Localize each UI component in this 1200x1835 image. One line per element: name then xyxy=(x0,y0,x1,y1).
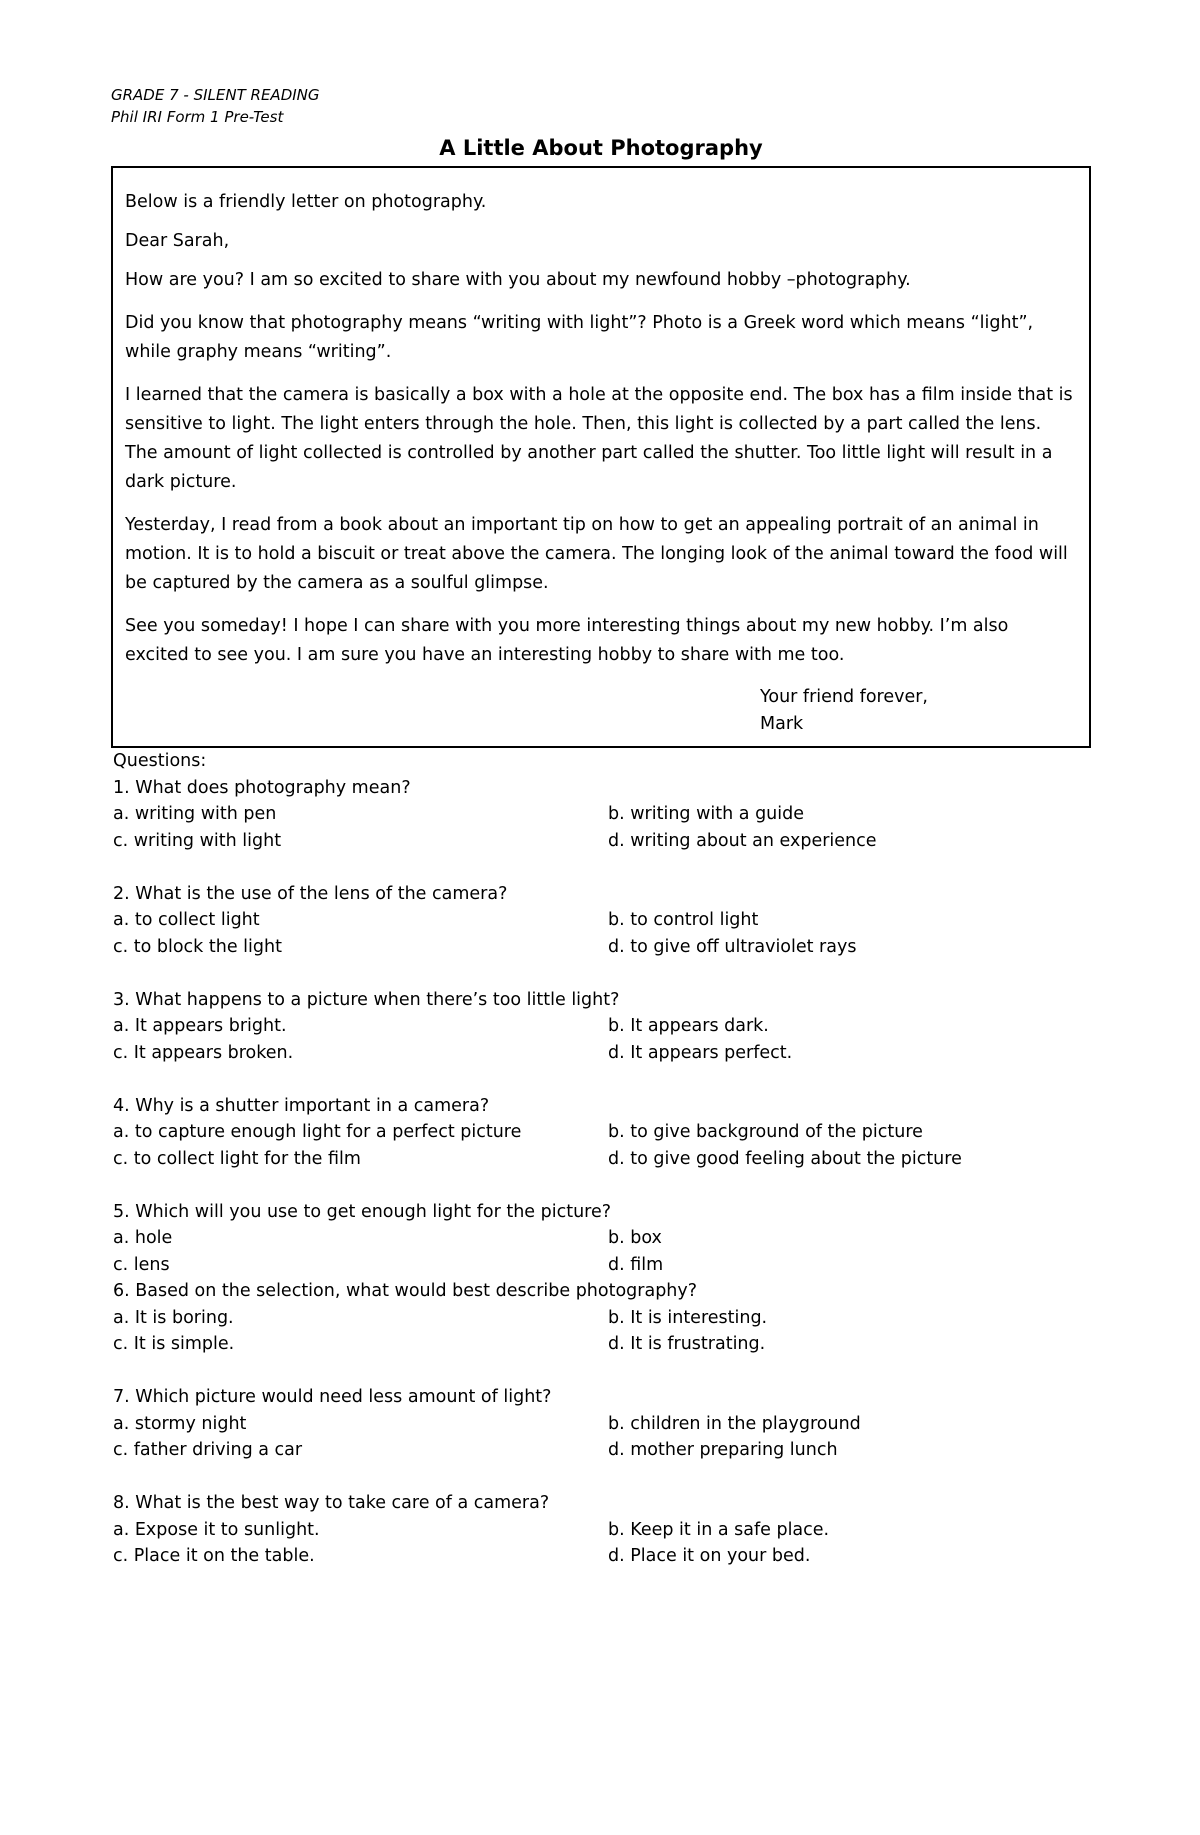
answer-options xyxy=(113,1517,1091,1570)
option-c: c. It appears broken. xyxy=(113,1042,294,1063)
option-a: a. It appears bright. xyxy=(113,1016,287,1036)
option-d: d. mother preparing lunch xyxy=(608,1440,838,1460)
answer-options xyxy=(113,1225,1091,1278)
option-b: b. It appears dark. xyxy=(608,1016,769,1036)
option-c: c. writing with light xyxy=(113,830,282,851)
letter-paragraph: I learned that the camera is basically a box with a hole at the opposite end. The box has a film inside that is sensitive to light. The light enters through the hole. Then, this light is collected by a part called the lens. The amount of light collected is controlled by another part called the shutter. Too little light will result in a dark picture. xyxy=(125,385,1073,492)
option-d: d. Place it on your bed. xyxy=(608,1546,811,1566)
answer-options xyxy=(113,1119,1091,1172)
option-d: d. film xyxy=(608,1254,664,1275)
questions-section xyxy=(111,748,1091,1570)
question-text: 7. Which picture would need less amount of light? xyxy=(113,1387,552,1407)
option-c: c. lens xyxy=(113,1254,170,1275)
question-text: 8. What is the best way to take care of a camera? xyxy=(113,1493,550,1513)
option-b: b. writing with a guide xyxy=(608,804,805,824)
option-c: c. to block the light xyxy=(113,936,282,957)
option-a: a. stormy night xyxy=(113,1413,247,1434)
option-a: a. to capture enough light for a perfect picture xyxy=(113,1122,522,1142)
letter-closing: Your friend forever, xyxy=(760,687,928,707)
letter-signature: Mark xyxy=(760,714,804,734)
option-b: b. children in the playground xyxy=(608,1413,861,1434)
option-d: d. to give off ultraviolet rays xyxy=(608,936,857,957)
letter-closing-block xyxy=(760,684,1077,738)
worksheet-page xyxy=(111,84,1091,1570)
option-b: b. to give background of the picture xyxy=(608,1122,923,1142)
letter-intro: Below is a friendly letter on photography. xyxy=(125,192,487,212)
option-b: b. to control light xyxy=(608,910,759,930)
question-text: 5. Which will you use to get enough light for the picture? xyxy=(113,1201,612,1222)
option-b: b. It is interesting. xyxy=(608,1307,768,1328)
questions-heading: Questions: xyxy=(113,751,207,771)
option-a: a. to collect light xyxy=(113,910,260,930)
option-d: d. It is frustrating. xyxy=(608,1334,766,1354)
option-c: c. father driving a car xyxy=(113,1440,303,1460)
answer-options xyxy=(113,801,1091,854)
letter-paragraph: See you someday! I hope I can share with you more interesting things about my new hobby. I’m also excited to see you. I am sure you have an interesting hobby to share with me too. xyxy=(125,616,1009,665)
question-text: 6. Based on the selection, what would best describe photography? xyxy=(113,1281,698,1301)
question-text: 3. What happens to a picture when there’s too little light? xyxy=(113,989,620,1010)
grade-header: GRADE 7 - SILENT READING xyxy=(111,86,320,104)
page-title: A Little About Photography xyxy=(439,136,763,160)
letter-box xyxy=(111,166,1091,748)
letter-paragraph: Did you know that photography means “writing with light”? Photo is a Greek word which means “light”, while graphy means “writing”. xyxy=(125,313,1034,362)
letter-greeting: Dear Sarah, xyxy=(125,231,230,251)
answer-options xyxy=(113,1305,1091,1358)
option-b: b. box xyxy=(608,1228,662,1248)
option-c: c. to collect light for the film xyxy=(113,1148,361,1169)
option-d: d. to give good feeling about the picture xyxy=(608,1148,962,1169)
option-a: a. It is boring. xyxy=(113,1307,234,1328)
letter-paragraph: Yesterday, I read from a book about an important tip on how to get an appealing portrait of an animal in motion. It is to hold a biscuit or treat above the camera. The longing look of the animal toward the food will be captured by the camera as a soulful glimpse. xyxy=(125,515,1068,593)
answer-options xyxy=(113,1411,1091,1464)
question-text: 4. Why is a shutter important in a camera? xyxy=(113,1095,490,1116)
option-c: c. It is simple. xyxy=(113,1334,235,1354)
option-a: a. Expose it to sunlight. xyxy=(113,1519,320,1540)
answer-options xyxy=(113,1013,1091,1066)
option-c: c. Place it on the table. xyxy=(113,1546,315,1566)
option-a: a. hole xyxy=(113,1228,173,1248)
question-text: 2. What is the use of the lens of the camera? xyxy=(113,883,508,904)
letter-paragraph: How are you? I am so excited to share with you about my newfound hobby –photography. xyxy=(125,270,911,290)
form-header: Phil IRI Form 1 Pre-Test xyxy=(111,108,284,126)
option-b: b. Keep it in a safe place. xyxy=(608,1519,830,1540)
option-d: d. It appears perfect. xyxy=(608,1042,793,1063)
option-a: a. writing with pen xyxy=(113,804,277,824)
answer-options xyxy=(113,907,1091,960)
option-d: d. writing about an experience xyxy=(608,830,877,851)
question-text: 1. What does photography mean? xyxy=(113,777,411,798)
